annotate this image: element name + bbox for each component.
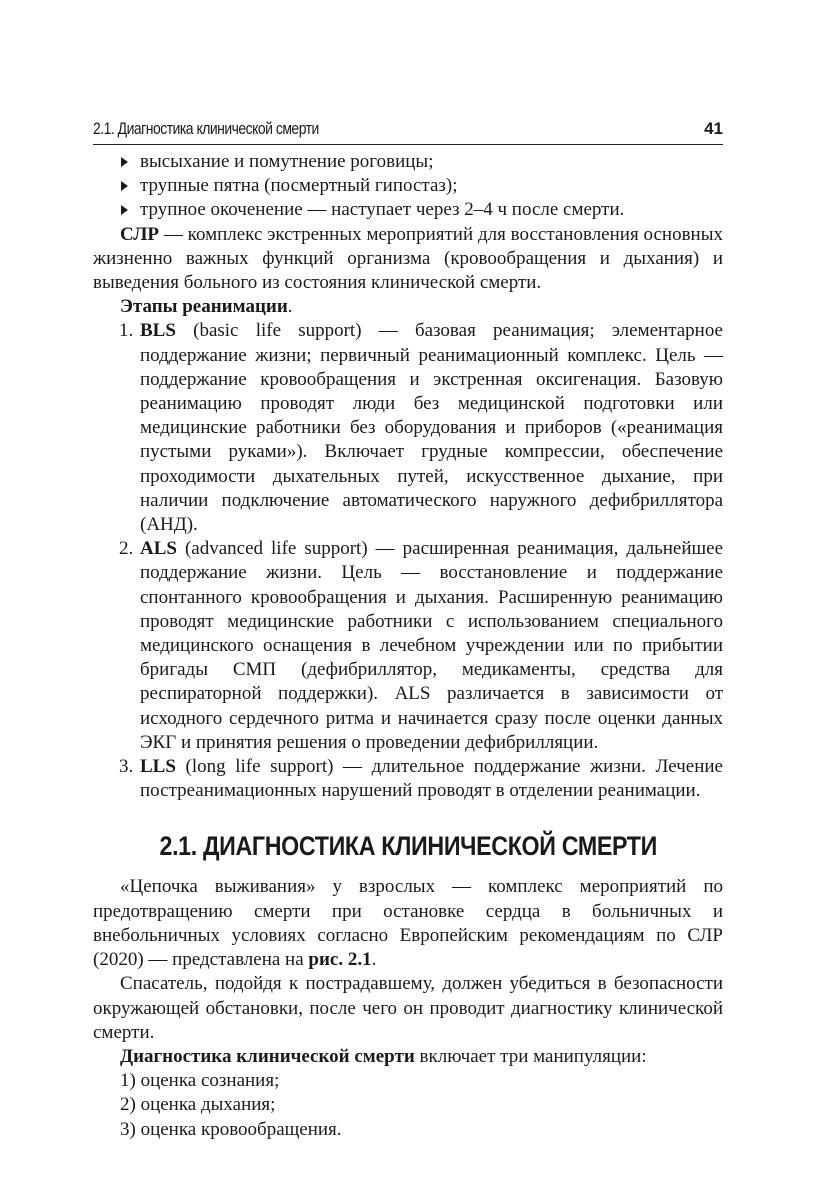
list-item: 3) оценка кровообращения. — [120, 1118, 342, 1140]
p3-text: включает три манипуляции: — [414, 1045, 647, 1067]
stage-item-als — [93, 537, 723, 755]
section-heading-text: 2.1. ДИАГНОСТИКА КЛИНИЧЕСКОЙ СМЕРТИ — [159, 831, 657, 862]
bullet-item — [93, 174, 723, 198]
running-head — [93, 118, 723, 140]
list-item: 2) оценка дыхания; — [120, 1094, 276, 1116]
stage-item-bls — [93, 319, 723, 537]
bullet-text: трупные пятна (посмертный гипостаз); — [140, 175, 458, 197]
triangle-bullet-icon — [121, 157, 128, 167]
page-content — [93, 150, 723, 1142]
stage-number: 1. — [119, 320, 134, 342]
bullet-text: высыхание и помутнение роговицы; — [140, 151, 434, 172]
bullet-text: трупное окоченение — наступает через 2–4 ч после смерти. — [140, 199, 625, 221]
slr-definition — [93, 223, 723, 296]
stages-heading — [93, 295, 723, 319]
stage-item-lls — [93, 755, 723, 803]
section-paragraph-3 — [93, 1045, 723, 1069]
triangle-bullet-icon — [121, 205, 128, 215]
header-rule — [93, 144, 723, 145]
stage-number: 3. — [119, 756, 134, 778]
figure-reference: рис. 2.1 — [308, 949, 372, 971]
stage-term: BLS — [140, 320, 176, 342]
p1-text: «Цепочка выживания» у взрослых — комплекс мероприятий по предотвращению смерти при остановке сердца в больничных и внебольничных условиях согласно Европейским рекомендациям по СЛР (2020) — представлена на — [93, 876, 723, 971]
list-item: 1) оценка сознания; — [120, 1070, 280, 1092]
stages-heading-text: Этапы реанимации — [120, 296, 288, 318]
stage-text: (basic life support) — базовая реанимация; элементарное поддержание жизни; первичный реанимационный комплекс. Цель — поддержание кровообращения и экстренная оксигенация. Базовую реанимацию проводят люди без медицинской подготовки или медицинские работники без оборудования и приборов («реанимация пустыми руками»). Включает грудные компрессии, обеспечение проходимости дыхательных путей, искусственное дыхание, при наличии подключение автоматического наружного дефибриллятора (АНД). — [140, 320, 723, 536]
stage-term: ALS — [140, 538, 177, 560]
section-paragraph-1 — [93, 875, 723, 972]
slr-text: — комплекс экстренных мероприятий для восстановления основных жизненно важных функций организма (кровообращения и дыхания) и выведения больного из состояния клинической смерти. — [93, 223, 723, 294]
page-number: 41 — [704, 119, 723, 138]
section-paragraph-2: Спасатель, подойдя к пострадавшему, должен убедиться в безопасности окружающей обстановки, после чего он проводит диагностику клинической смерти. — [93, 973, 723, 1043]
stages-heading-end: . — [287, 296, 293, 318]
running-head-title: 2.1. Диагностика клинической смерти — [93, 119, 319, 138]
stage-number: 2. — [119, 538, 134, 560]
section-heading — [93, 829, 723, 863]
slr-term: СЛР — [120, 223, 160, 245]
stage-text: (advanced life support) — расширенная реанимация, дальнейшее поддержание жизни. Цель — восстановление и поддержание спонтанного кровообращения и дыхания. Расширенную реанимацию проводят медицинские работники с использованием специального медицинского оснащения в лечебном учреждении или по прибытии бригады СМП (дефибриллятор, медикаменты, средства для респираторной поддержки). ALS различается в зависимости от исходного сердечного ритма и начинается сразу после оценки данных ЭКГ и принятия решения о проведении дефибрилляции. — [140, 538, 723, 753]
p1-end: . — [371, 949, 377, 971]
stage-text: (long life support) — длительное поддержание жизни. Лечение постреанимационных нарушений проводят в отделении реанимации. — [140, 756, 723, 802]
stage-term: LLS — [140, 756, 176, 778]
bullet-item — [93, 198, 723, 222]
triangle-bullet-icon — [121, 181, 128, 191]
bullet-item — [93, 150, 723, 174]
diagnostics-term: Диагностика клинической смерти — [120, 1045, 415, 1067]
